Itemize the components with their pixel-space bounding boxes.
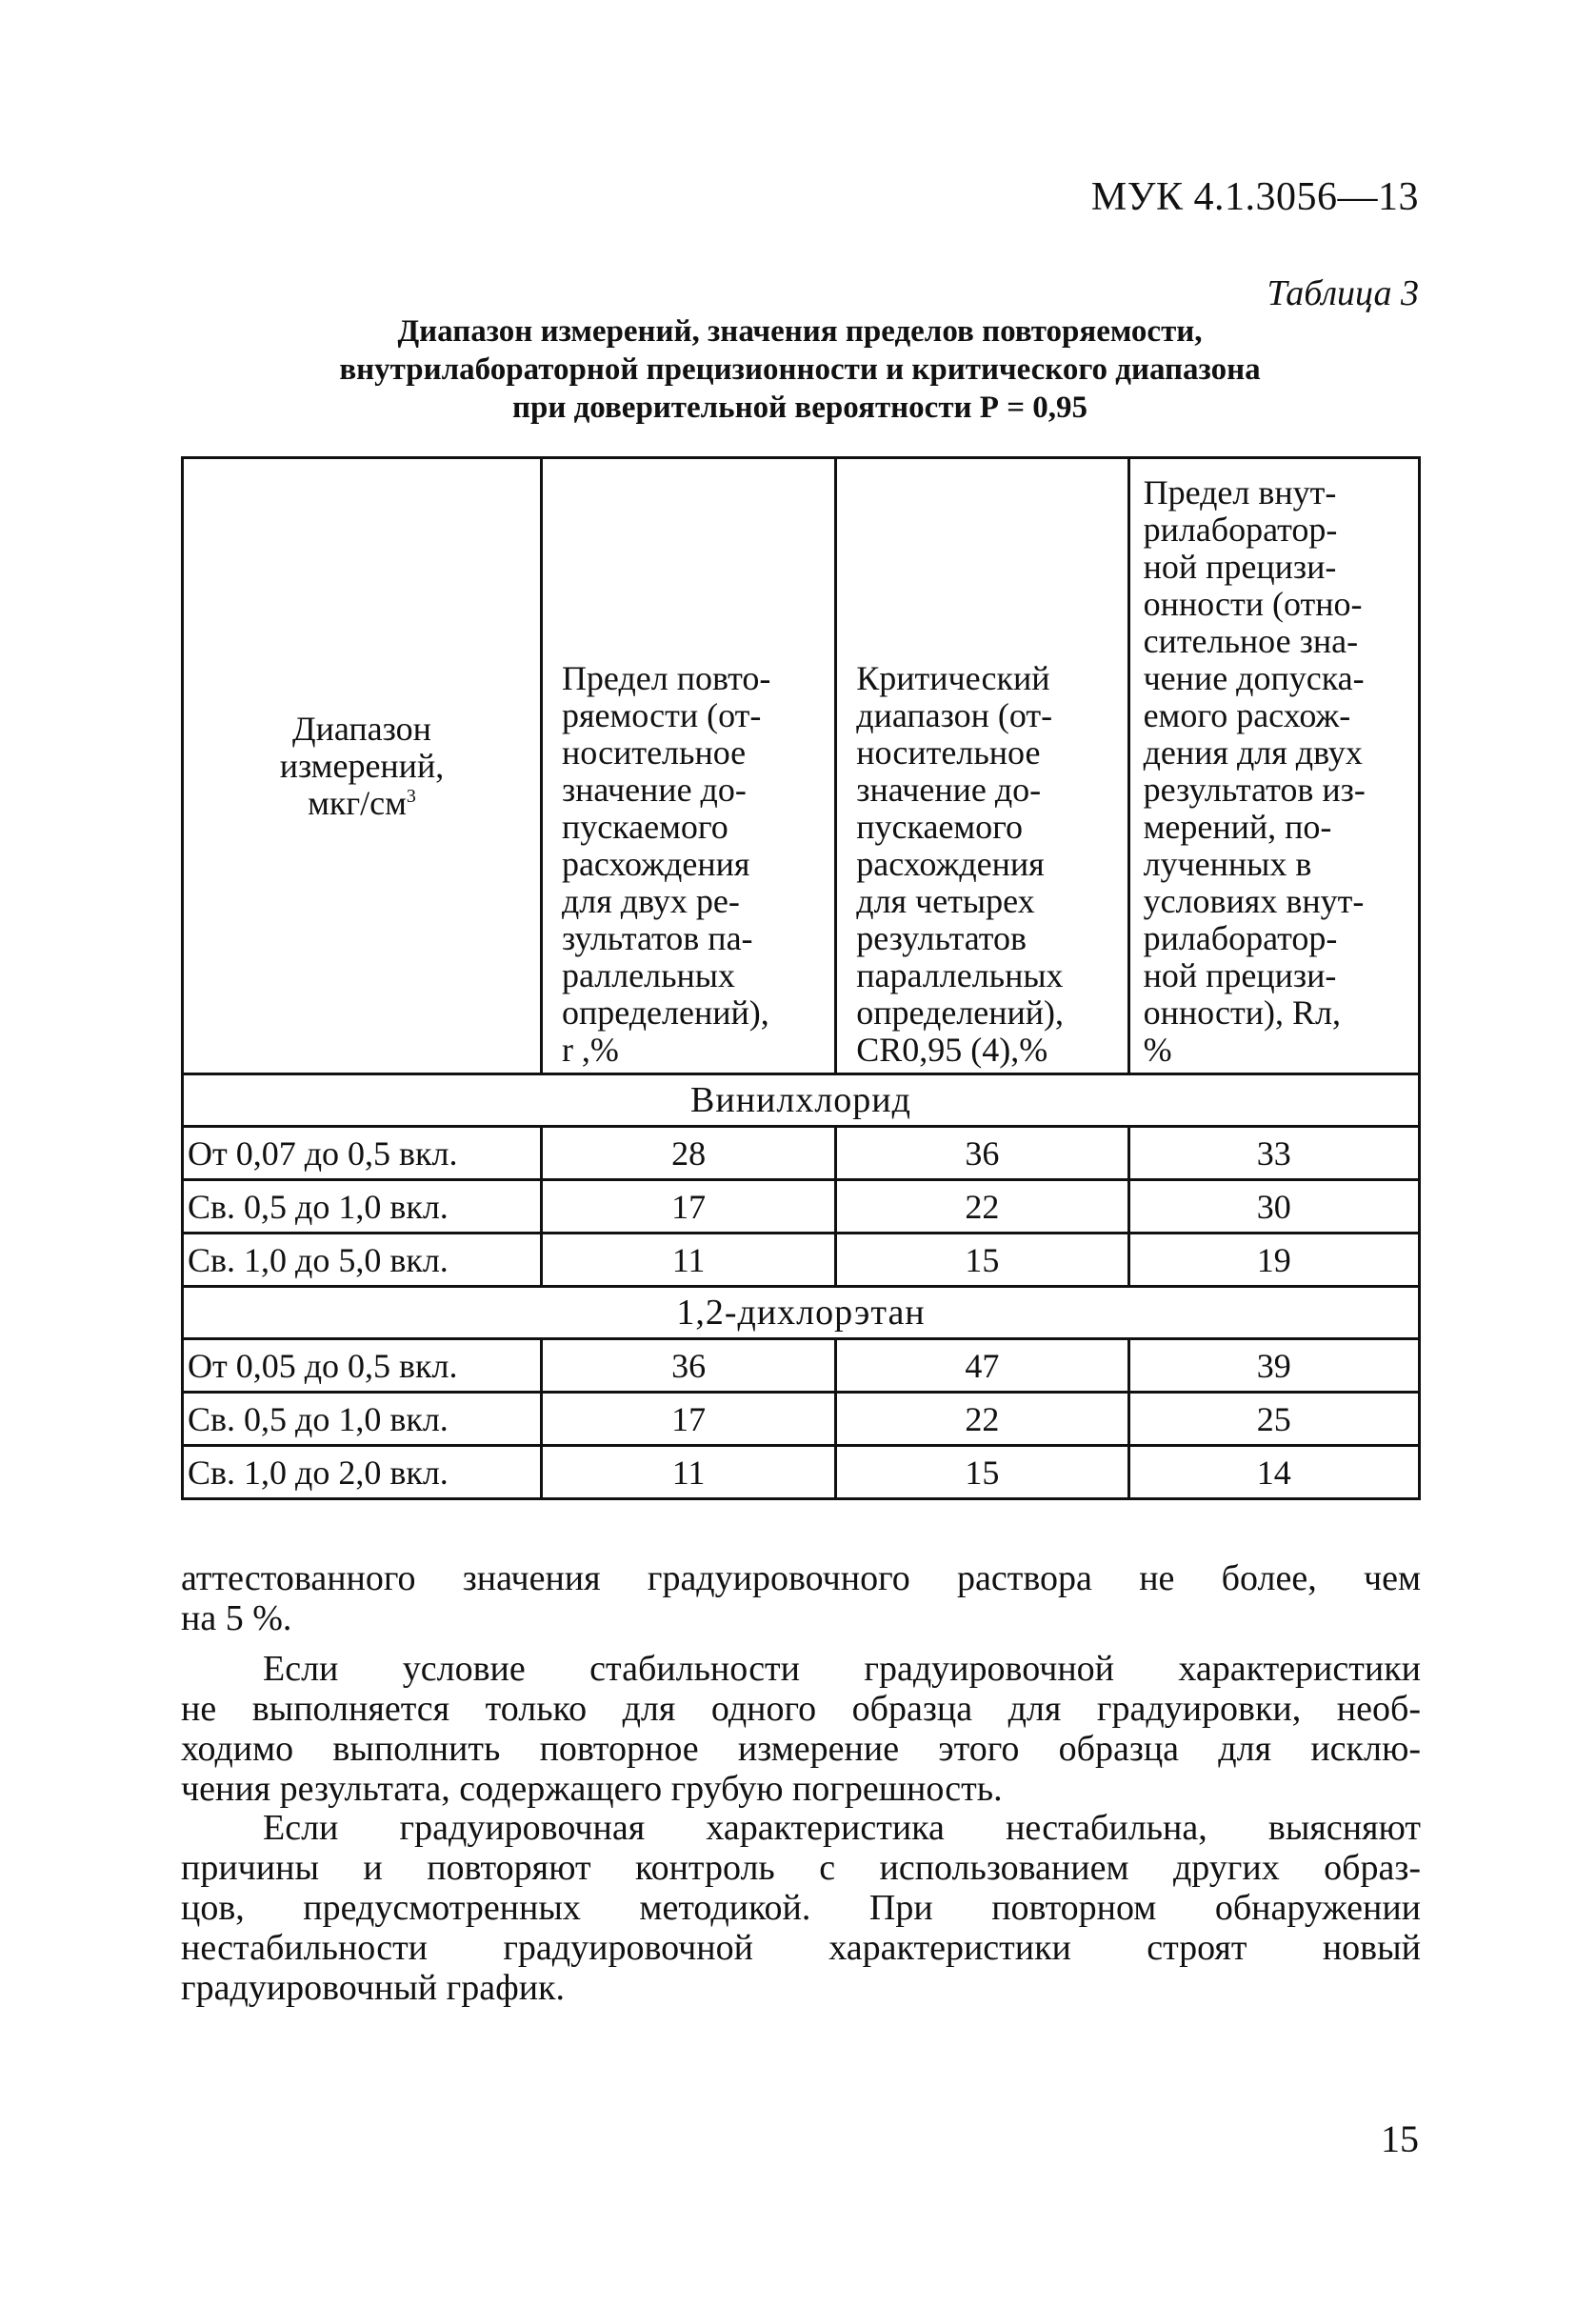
table-row: [183, 1393, 1420, 1446]
header-line: измерений,: [279, 746, 445, 785]
text-line: причины и повторяют контроль с использованием других образ-: [181, 1848, 1421, 1888]
header-line: диапазон (от-: [856, 696, 1053, 734]
header-line: для двух ре-: [561, 882, 740, 920]
data-table: [181, 456, 1421, 1500]
header-line: лученных в: [1143, 845, 1312, 883]
header-line: значение до-: [856, 771, 1042, 809]
header-line: ряемости (от-: [561, 696, 762, 734]
table-title-line: внутрилабораторной прецизионности и критического диапазона: [339, 352, 1261, 387]
header-line: носительное: [856, 733, 1041, 772]
header-line: онности), Rл,: [1143, 993, 1341, 1032]
section-row: [183, 1074, 1420, 1127]
header-line: значение до-: [561, 771, 747, 809]
header-line: чение допуска-: [1143, 659, 1365, 697]
text-line: на 5 %.: [181, 1598, 292, 1638]
header-line: мерений, по-: [1143, 808, 1332, 846]
text-line: Если градуировочная характеристика нестабильна, выясняют: [263, 1808, 1421, 1848]
header-critical: [836, 458, 1128, 1074]
header-line: для четырех: [856, 882, 1035, 920]
cell-reliability: 33: [1128, 1127, 1419, 1180]
header-line: результатов из-: [1143, 771, 1366, 809]
header-reliability: [1128, 458, 1419, 1074]
cell-reliability: 14: [1128, 1446, 1419, 1499]
cell-critical: 47: [836, 1339, 1128, 1393]
cell-reliability: 25: [1128, 1393, 1419, 1446]
text-line: градуировочный график.: [181, 1968, 566, 2008]
cell-repeatability: 28: [541, 1127, 835, 1180]
cell-range: От 0,07 до 0,5 вкл.: [183, 1127, 542, 1180]
table-row: [183, 1234, 1420, 1287]
header-line: условиях внут-: [1143, 882, 1365, 920]
header-unit-exponent: 3: [406, 785, 416, 807]
section-row: [183, 1287, 1420, 1339]
cell-range: От 0,05 до 0,5 вкл.: [183, 1339, 542, 1393]
table-title: [181, 312, 1419, 427]
header-line: определений),: [856, 993, 1065, 1032]
text-line: нестабильности градуировочной характеристики строят новый: [181, 1928, 1421, 1968]
header-line: носительное: [561, 733, 747, 772]
header-line: раллельных: [561, 956, 735, 994]
cell-range: Св. 1,0 до 5,0 вкл.: [183, 1234, 542, 1287]
paragraph-continuation: [181, 1558, 1421, 1638]
cell-critical: 15: [836, 1234, 1128, 1287]
document-code: МУК 4.1.3056—13: [1090, 175, 1419, 219]
header-line: Предел повто-: [561, 659, 771, 697]
cell-reliability: 19: [1128, 1234, 1419, 1287]
header-line: Диапазон: [292, 709, 431, 748]
cell-critical: 15: [836, 1446, 1128, 1499]
cell-range: Св. 0,5 до 1,0 вкл.: [183, 1393, 542, 1446]
text-line: аттестованного значения градуировочного раствора не более, чем: [181, 1558, 1421, 1598]
header-line: Критический: [856, 659, 1050, 697]
header-line: расхождения: [561, 845, 750, 883]
header-line: CR0,95 (4),%: [856, 1031, 1048, 1069]
table-row: [183, 1339, 1420, 1393]
table-row: [183, 1180, 1420, 1234]
header-line: рилаборатор-: [1143, 919, 1338, 957]
header-line: рилаборатор-: [1143, 511, 1338, 549]
cell-critical: 36: [836, 1127, 1128, 1180]
table-row: [183, 1446, 1420, 1499]
header-line: определений),: [561, 993, 769, 1032]
header-line: пускаемого: [561, 808, 728, 846]
header-line: [191, 785, 532, 822]
page-number: 15: [1381, 2117, 1419, 2160]
table-label: Таблица 3: [1267, 273, 1419, 313]
header-line: ной прецизи-: [1143, 548, 1337, 586]
cell-reliability: 39: [1128, 1339, 1419, 1393]
header-line: емого расхож-: [1143, 696, 1351, 734]
cell-repeatability: 11: [541, 1234, 835, 1287]
cell-critical: 22: [836, 1180, 1128, 1234]
section-title: 1,2-дихлорэтан: [183, 1287, 1420, 1339]
table-header-row: [183, 458, 1420, 1074]
header-line: ной прецизи-: [1143, 956, 1337, 994]
text-line: цов, предусмотренных методикой. При повторном обнаружении: [181, 1888, 1421, 1928]
table-title-line: Диапазон измерений, значения пределов повторяемости,: [397, 314, 1203, 349]
cell-reliability: 30: [1128, 1180, 1419, 1234]
header-line: зультатов па-: [561, 919, 753, 957]
cell-range: Св. 1,0 до 2,0 вкл.: [183, 1446, 542, 1499]
cell-repeatability: 17: [541, 1180, 835, 1234]
header-repeatability: [541, 458, 835, 1074]
header-line: %: [1143, 1031, 1172, 1069]
cell-repeatability: 36: [541, 1339, 835, 1393]
cell-repeatability: 17: [541, 1393, 835, 1446]
header-line: дения для двух: [1143, 733, 1363, 772]
paragraph-stability-condition: [181, 1649, 1421, 1809]
cell-repeatability: 11: [541, 1446, 835, 1499]
text-line: чения результата, содержащего грубую погрешность.: [181, 1769, 1003, 1809]
header-line: результатов: [856, 919, 1027, 957]
header-range: [183, 458, 542, 1074]
section-title: Винилхлорид: [183, 1074, 1420, 1127]
header-line: Предел внут-: [1143, 473, 1337, 512]
text-line: Если условие стабильности градуировочной характеристики: [263, 1649, 1421, 1689]
text-line: ходимо выполнить повторное измерение этого образца для исклю-: [181, 1729, 1421, 1769]
header-line: r ,%: [561, 1031, 619, 1069]
text-line: не выполняется только для одного образца для градуировки, необ-: [181, 1689, 1421, 1729]
header-unit: мкг/см: [308, 783, 407, 822]
header-line: параллельных: [856, 956, 1064, 994]
header-line: сительное зна-: [1143, 622, 1359, 660]
table-title-line: при доверительной вероятности Р = 0,95: [511, 391, 1088, 425]
cell-critical: 22: [836, 1393, 1128, 1446]
header-line: онности (отно-: [1143, 585, 1363, 623]
table-row: [183, 1127, 1420, 1180]
paragraph-instability: [181, 1808, 1421, 2008]
cell-range: Св. 0,5 до 1,0 вкл.: [183, 1180, 542, 1234]
header-line: пускаемого: [856, 808, 1024, 846]
header-line: расхождения: [856, 845, 1045, 883]
